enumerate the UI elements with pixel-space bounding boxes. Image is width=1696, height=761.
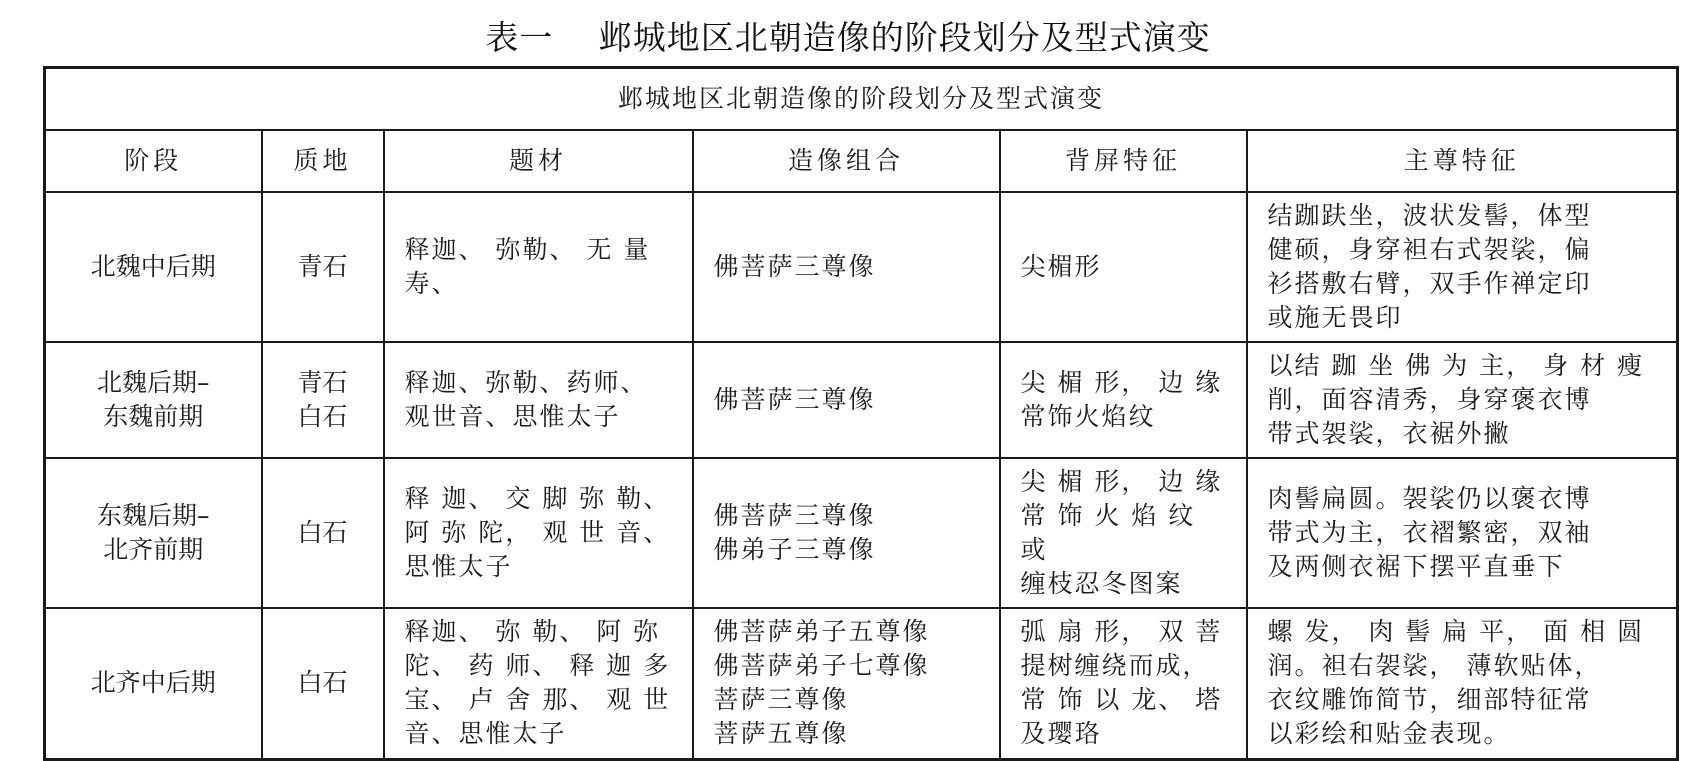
cell-stage — [45, 342, 262, 458]
header-material: 质地 — [262, 130, 384, 192]
cell-combination-line: 佛菩萨弟子五尊像 — [713, 617, 930, 647]
cell-combination — [693, 342, 1000, 458]
cell-combination-line: 佛弟子三尊像 — [713, 535, 876, 564]
header-screen: 背屏特征 — [1000, 130, 1247, 192]
cell-material-line: 白石 — [297, 518, 348, 547]
cell-screen-line: 尖 楣 形， 边 缘 — [1020, 368, 1223, 397]
cell-screen-line: 提树缠绕而成， — [1020, 651, 1210, 681]
cell-subject — [384, 458, 693, 608]
cell-material — [262, 608, 384, 759]
cell-material-line: 青石 — [297, 368, 348, 397]
cell-main-figure-line: 肉髻扁圆。袈裟仍以褒衣博 — [1267, 484, 1592, 513]
cell-main-figure-line: 带式为主，衣褶繁密，双袖 — [1267, 518, 1592, 547]
cell-screen-line: 常 饰 以 龙、 塔 — [1020, 685, 1223, 715]
cell-stage — [45, 608, 262, 759]
cell-material-line: 白石 — [297, 402, 348, 431]
cell-screen — [1000, 608, 1247, 759]
cell-subject-line: 观世音、思惟太子 — [404, 402, 621, 431]
cell-subject — [384, 192, 693, 342]
cell-stage-line: 北齐前期 — [103, 535, 204, 564]
cell-subject-line: 思惟太子 — [404, 552, 513, 581]
cell-subject-line: 陀、 药 师、 释 迦 多 — [404, 651, 671, 681]
cell-subject-line: 音、思惟太子 — [404, 719, 567, 749]
cell-main-figure-line: 或施无畏印 — [1267, 303, 1403, 332]
cell-stage-line: 北魏中后期 — [90, 252, 216, 281]
cell-main-figure-line: 螺 发， 肉 髻 扁 平， 面 相 圆 — [1267, 617, 1645, 647]
table-body — [45, 192, 1678, 759]
header-combination: 造像组合 — [693, 130, 1000, 192]
cell-screen — [1000, 342, 1247, 458]
cell-screen-line: 及璎珞 — [1020, 719, 1102, 749]
cell-subject-line: 释迦、 弥勒、 无 量 — [404, 235, 651, 264]
cell-stage-line: 北魏后期– — [96, 368, 210, 397]
cell-combination — [693, 458, 1000, 608]
cell-main-figure-line: 结跏趺坐，波状发髻，体型 — [1267, 201, 1592, 230]
cell-main-figure — [1247, 192, 1678, 342]
cell-screen — [1000, 192, 1247, 342]
table-row — [45, 192, 1678, 342]
cell-main-figure — [1247, 458, 1678, 608]
cell-main-figure-line: 以结 跏 坐 佛 为 主， 身 材 瘦 — [1267, 351, 1645, 380]
cell-main-figure-line: 以彩绘和贴金表现。 — [1267, 719, 1511, 749]
table-row — [45, 458, 1678, 608]
cell-combination — [693, 192, 1000, 342]
cell-subject — [384, 342, 693, 458]
cell-screen-line: 尖楣形 — [1020, 252, 1102, 281]
cell-main-figure-line: 削，面容清秀，身穿褒衣博 — [1267, 385, 1592, 414]
cell-combination-line: 佛菩萨三尊像 — [713, 385, 876, 414]
table-row — [45, 342, 1678, 458]
cell-screen — [1000, 458, 1247, 608]
cell-subject-line: 宝、 卢 舍 那、 观 世 — [404, 685, 671, 715]
cell-main-figure-line: 衣纹雕饰简节，细部特征常 — [1267, 685, 1592, 715]
cell-stage — [45, 192, 262, 342]
cell-combination-line: 佛菩萨三尊像 — [713, 252, 876, 281]
cell-material-line: 青石 — [297, 252, 348, 281]
cell-screen-line: 尖 楣 形， 边 缘 — [1020, 467, 1223, 496]
header-stage: 阶段 — [45, 130, 262, 192]
header-main-figure: 主尊特征 — [1247, 130, 1678, 192]
cell-stage-line: 北齐中后期 — [90, 668, 216, 698]
table-title-row — [45, 68, 1678, 131]
table-header-row — [45, 130, 1678, 192]
cell-main-figure — [1247, 608, 1678, 759]
cell-subject — [384, 608, 693, 759]
cell-material — [262, 192, 384, 342]
cell-combination-line: 菩萨三尊像 — [713, 685, 849, 715]
cell-main-figure-line: 带式袈裟，衣裾外撇 — [1267, 419, 1511, 448]
cell-main-figure-line: 衫搭敷右臂，双手作禅定印 — [1267, 269, 1592, 298]
cell-subject-line: 寿、 — [404, 269, 459, 298]
cell-material-line: 白石 — [297, 668, 348, 698]
cell-main-figure-line: 润。袒右袈裟， 薄软贴体， — [1267, 651, 1602, 681]
stage-table — [43, 66, 1679, 761]
cell-main-figure-line: 健硕，身穿袒右式袈裟，偏 — [1267, 235, 1592, 264]
cell-screen-line: 缠枝忍冬图案 — [1020, 569, 1183, 598]
table-title: 邺城地区北朝造像的阶段划分及型式演变 — [45, 68, 1678, 131]
table-caption: 表一 邺城地区北朝造像的阶段划分及型式演变 — [485, 18, 1211, 57]
cell-material — [262, 458, 384, 608]
cell-combination-line: 佛菩萨三尊像 — [713, 501, 876, 530]
table-row — [45, 608, 1678, 759]
cell-subject-line: 释 迦、 交 脚 弥 勒、 — [404, 484, 671, 513]
cell-combination — [693, 608, 1000, 759]
cell-screen-line: 常 饰 火 焰 纹 或 — [1020, 501, 1196, 564]
header-subject: 题材 — [384, 130, 693, 192]
cell-subject-line: 阿 弥 陀， 观 世 音、 — [404, 518, 671, 547]
cell-stage — [45, 458, 262, 608]
cell-main-figure — [1247, 342, 1678, 458]
cell-stage-line: 东魏前期 — [103, 402, 204, 431]
cell-subject-line: 释迦、弥勒、药师、 — [404, 368, 648, 397]
cell-material — [262, 342, 384, 458]
cell-screen-line: 常饰火焰纹 — [1020, 402, 1156, 431]
cell-subject-line: 释迦、 弥 勒、 阿 弥 — [404, 617, 661, 647]
cell-main-figure-line: 及两侧衣裾下摆平直垂下 — [1267, 552, 1565, 581]
cell-stage-line: 东魏后期– — [96, 501, 210, 530]
cell-combination-line: 佛菩萨弟子七尊像 — [713, 651, 930, 681]
cell-screen-line: 弧 扇 形， 双 菩 — [1020, 617, 1223, 647]
cell-combination-line: 菩萨五尊像 — [713, 719, 849, 749]
